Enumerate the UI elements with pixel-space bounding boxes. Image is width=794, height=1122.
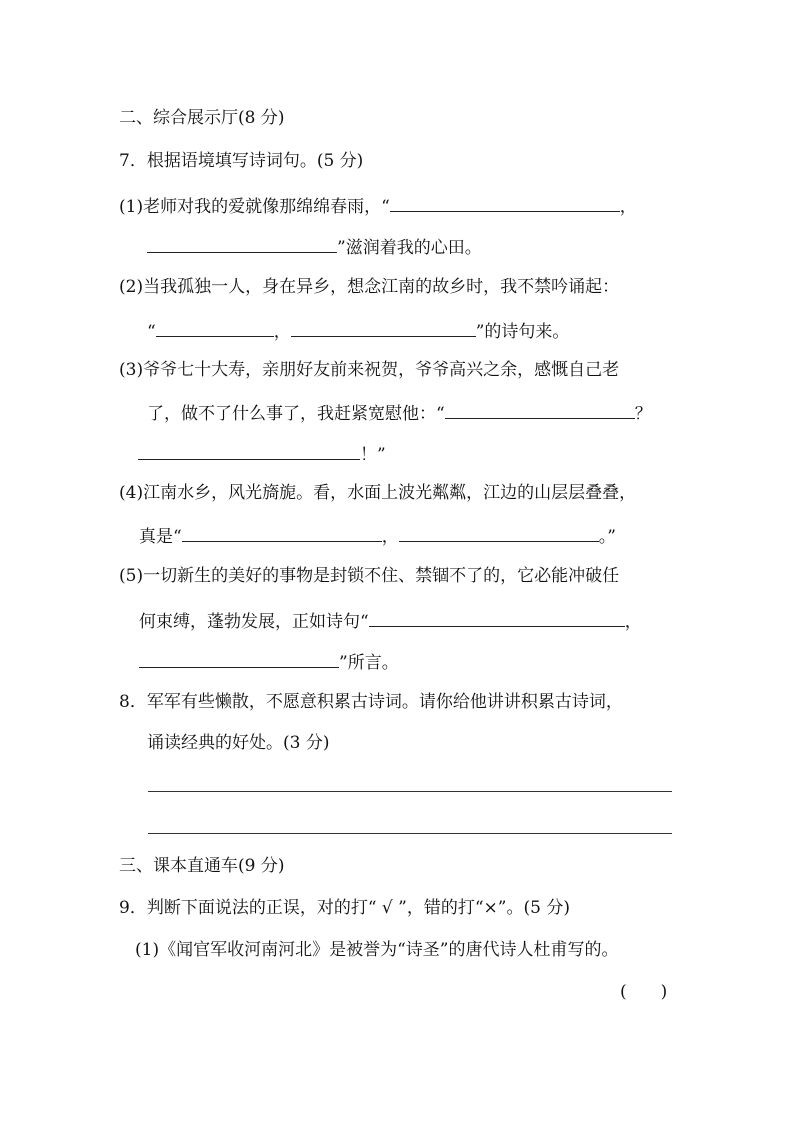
q7-item-2-blank-2[interactable]	[291, 318, 476, 337]
q7-item-2-line-1: (2)当我孤独一人，身在异乡，想念江南的故乡时，我不禁吟诵起：	[119, 277, 620, 297]
q7-item-2-tail: ”的诗句来。	[475, 322, 570, 342]
q7-item-4-text: 真是“	[139, 527, 182, 547]
section-heading-2: 二、综合展示厅(8 分)	[119, 108, 285, 128]
q7-item-3-tail: ！”	[360, 445, 386, 465]
question-8-line-1: 8．军军有些懒散，不愿意积累古诗词。请你给他讲讲积累古诗词，	[119, 692, 623, 712]
q7-item-2-blank-1[interactable]	[156, 318, 274, 337]
q7-item-5-line-3	[139, 649, 399, 674]
q7-item-3-text: 了，做不了什么事了，我赶紧宽慰他：“	[147, 404, 445, 424]
q7-item-3-blank-1[interactable]	[445, 400, 635, 419]
q7-item-4-tail: 。”	[598, 527, 616, 547]
q7-item-3-line-2	[147, 400, 652, 425]
q7-item-1-blank-1[interactable]	[390, 193, 620, 212]
q8-answer-line-1[interactable]	[148, 791, 672, 792]
q7-item-3-blank-2[interactable]	[138, 441, 360, 460]
q7-item-1-line-2	[147, 234, 482, 259]
q7-item-3-question-mark: ？	[634, 404, 652, 424]
question-7-title: 7．根据语境填写诗词句。(5 分)	[119, 151, 364, 171]
q7-item-5-text: 何束缚，蓬勃发展，正如诗句“	[139, 612, 369, 632]
q9-item-1-answer-bracket[interactable]: ( )	[620, 982, 668, 1002]
q7-item-2-comma: ，	[273, 322, 291, 342]
q7-item-5-line-1: (5)一切新生的美好的事物是封锁不住、禁锢不了的，它必能冲破任	[119, 566, 620, 586]
q7-item-5-blank-1[interactable]	[369, 608, 625, 627]
q7-item-1-text: (1)老师对我的爱就像那绵绵春雨，“	[119, 197, 390, 217]
q7-item-3-line-3	[138, 441, 386, 466]
q7-item-4-line-1: (4)江南水乡，风光旖旎。看，水面上波光粼粼，江边的山层层叠叠，	[119, 483, 637, 503]
q7-item-4-blank-1[interactable]	[182, 523, 382, 542]
q7-item-1-comma: ，	[619, 197, 637, 217]
q7-item-4-line-2	[139, 523, 616, 548]
q7-item-3-line-1: (3)爷爷七十大寿，亲朋好友前来祝贺，爷爷高兴之余，感慨自己老	[119, 360, 620, 380]
q7-item-2-line-2	[147, 318, 569, 343]
q7-item-1-blank-2[interactable]	[147, 234, 337, 253]
q7-item-5-blank-2[interactable]	[139, 649, 339, 668]
q7-item-4-comma: ，	[381, 527, 399, 547]
q7-item-5-line-2	[139, 608, 642, 633]
q7-item-4-blank-2[interactable]	[399, 523, 599, 542]
q7-item-2-open-quote: “	[147, 322, 156, 342]
q8-answer-line-2[interactable]	[148, 833, 672, 834]
q9-item-1: (1)《闻官军收河南河北》是被誉为“诗圣”的唐代诗人杜甫写的。	[135, 940, 619, 960]
q7-item-5-tail: ”所言。	[339, 653, 399, 673]
q7-item-5-comma: ，	[624, 612, 642, 632]
question-8-line-2: 诵读经典的好处。(3 分)	[147, 733, 330, 753]
q7-item-1-line-1	[119, 193, 637, 218]
q7-item-1-tail: ”滋润着我的心田。	[337, 238, 482, 258]
question-9-title: 9．判断下面说法的正误，对的打“ √ ”，错的打“×”。(5 分)	[119, 898, 570, 918]
section-heading-3: 三、课本直通车(9 分)	[119, 856, 285, 876]
